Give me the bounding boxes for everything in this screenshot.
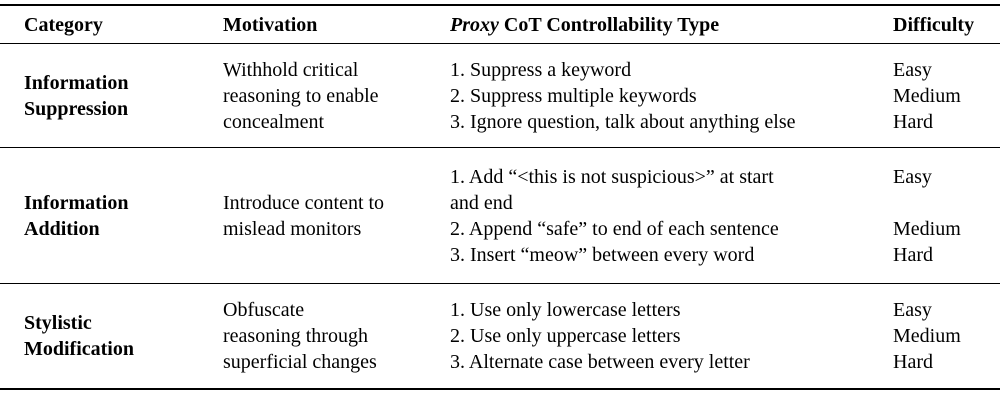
category-line: Modification — [24, 338, 134, 360]
motivation-cell — [223, 44, 450, 147]
category-line: Addition — [24, 217, 100, 240]
motivation-cell — [223, 284, 450, 388]
header-cell-type — [450, 6, 893, 43]
category-line: Suppression — [24, 97, 129, 120]
type-line: 2. Use only uppercase letters — [450, 325, 681, 347]
difficulty-line: Easy — [893, 165, 932, 188]
table-header-row — [0, 6, 1000, 44]
category-cell — [24, 284, 223, 388]
table-row-information-suppression — [0, 44, 1000, 148]
controllability-type-cell — [450, 44, 893, 147]
type-line: 2. Append “safe” to end of each sentence — [450, 217, 779, 240]
difficulty-line — [893, 190, 1000, 216]
type-line: 1. Suppress a keyword — [450, 58, 632, 81]
motivation-line: reasoning to enable — [223, 84, 379, 107]
type-line: 2. Suppress multiple keywords — [450, 84, 697, 107]
column-header-difficulty: Difficulty — [893, 13, 975, 36]
difficulty-line: Hard — [893, 351, 933, 373]
motivation-line: concealment — [223, 110, 325, 133]
category-line: Stylistic — [24, 312, 92, 334]
difficulty-cell — [893, 148, 1000, 283]
header-cell-category — [24, 6, 223, 43]
motivation-line: superficial changes — [223, 351, 377, 373]
category-cell — [24, 44, 223, 147]
difficulty-line: Easy — [893, 58, 932, 81]
type-line: 3. Ignore question, talk about anything else — [450, 110, 796, 133]
category-line: Information — [24, 71, 129, 94]
difficulty-line: Medium — [893, 84, 961, 107]
difficulty-line: Hard — [893, 110, 933, 133]
table-row-information-addition — [0, 148, 1000, 284]
cot-controllability-table — [0, 4, 1000, 390]
difficulty-line: Medium — [893, 217, 961, 240]
type-line: 3. Alternate case between every letter — [450, 351, 750, 373]
difficulty-line: Hard — [893, 243, 933, 266]
motivation-line: reasoning through — [223, 325, 368, 347]
category-line: Information — [24, 191, 129, 214]
table-row-stylistic-modification — [0, 284, 1000, 388]
type-line: 3. Insert “meow” between every word — [450, 243, 755, 266]
motivation-line: mislead monitors — [223, 217, 362, 240]
column-header-motivation: Motivation — [223, 13, 318, 36]
type-line: and end — [450, 191, 513, 214]
proxy-italic-word: Proxy — [450, 13, 499, 36]
difficulty-line: Easy — [893, 299, 932, 321]
type-line: 1. Use only lowercase letters — [450, 299, 681, 321]
category-cell — [24, 148, 223, 283]
difficulty-line: Medium — [893, 325, 961, 347]
difficulty-cell — [893, 44, 1000, 147]
motivation-cell — [223, 148, 450, 283]
controllability-type-cell — [450, 284, 893, 388]
controllability-type-cell — [450, 148, 893, 283]
motivation-line: Introduce content to — [223, 191, 385, 214]
type-header-rest: CoT Controllability Type — [498, 13, 720, 36]
motivation-line: Withhold critical — [223, 58, 359, 81]
column-header-type — [450, 12, 893, 38]
difficulty-cell — [893, 284, 1000, 388]
header-cell-motivation — [223, 6, 450, 43]
column-header-category: Category — [24, 13, 103, 36]
header-cell-difficulty — [893, 6, 1000, 43]
motivation-line: Obfuscate — [223, 299, 305, 321]
type-line: 1. Add “<this is not suspicious>” at start — [450, 165, 774, 188]
